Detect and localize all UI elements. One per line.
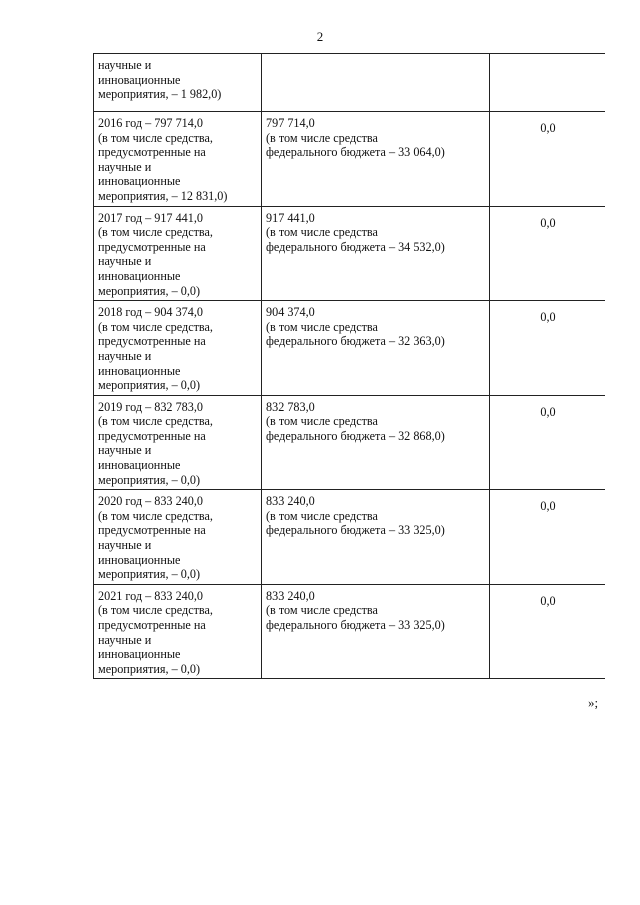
cell-text-line: мероприятия, – 12 831,0) <box>98 188 228 203</box>
cell-text-line: мероприятия, – 0,0) <box>98 283 201 298</box>
cell-text-line: инновационные <box>98 647 181 662</box>
cell-text-line: федерального бюджета – 32 868,0) <box>266 428 445 443</box>
table-row <box>94 584 606 679</box>
cell-text-line: (в том числе средства, <box>98 414 213 429</box>
cell-text-line: 2019 год – 832 783,0 <box>98 399 203 414</box>
cell-text-line: 833 240,0 <box>266 494 315 509</box>
cell-text-line: предусмотренные на <box>98 618 206 632</box>
cell-text-line: предусмотренные на <box>98 239 206 254</box>
cell-total <box>94 54 262 112</box>
funding-table <box>93 53 605 679</box>
cell-text-line: 904 374,0 <box>266 305 315 320</box>
cell-text-line: (в том числе средства, <box>98 130 213 145</box>
cell-text-line: (в том числе средства <box>266 508 378 523</box>
cell-source <box>262 206 490 301</box>
cell-text-line: научные и <box>98 254 152 269</box>
cell-text-line: научные и <box>98 443 152 458</box>
cell-other: 0,0 <box>490 490 606 585</box>
cell-text-line: (в том числе средства, <box>98 225 213 240</box>
cell-text-line: научные и <box>98 159 152 174</box>
cell-text-line: инновационные <box>98 363 181 378</box>
cell-text-line: федерального бюджета – 33 064,0) <box>266 145 445 160</box>
cell-text-line: 797 714,0 <box>266 116 315 130</box>
cell-text-line: научные и <box>98 58 152 72</box>
closing-quote-mark: »; <box>588 695 599 710</box>
cell-other: 0,0 <box>490 395 606 490</box>
table-row <box>94 301 606 396</box>
cell-text-line: инновационные <box>98 458 181 473</box>
cell-text-line: 832 783,0 <box>266 399 315 414</box>
cell-text-line: (в том числе средства <box>266 130 378 145</box>
cell-text-line: (в том числе средства, <box>98 508 213 523</box>
cell-text-line: 833 240,0 <box>266 588 315 603</box>
cell-text-line: предусмотренные на <box>98 334 206 349</box>
cell-text-line: инновационные <box>98 268 181 283</box>
cell-text-line: мероприятия, – 0,0) <box>98 378 201 393</box>
cell-other: 0,0 <box>490 206 606 301</box>
funding-table-body <box>94 54 606 679</box>
cell-text-line: (в том числе средства, <box>98 319 213 334</box>
cell-source <box>262 490 490 585</box>
cell-text-line: научные и <box>98 348 152 363</box>
cell-total <box>94 206 262 301</box>
table-row <box>94 112 606 207</box>
cell-source <box>262 584 490 679</box>
cell-text-line: предусмотренные на <box>98 428 206 443</box>
cell-text-line: федерального бюджета – 34 532,0) <box>266 239 445 254</box>
cell-text-line: инновационные <box>98 552 181 567</box>
cell-total <box>94 301 262 396</box>
table-row-continuation <box>94 54 606 112</box>
cell-other: 0,0 <box>490 584 606 679</box>
cell-text-line: (в том числе средства <box>266 319 378 334</box>
cell-text-line: 2018 год – 904 374,0 <box>98 305 203 320</box>
cell-total <box>94 395 262 490</box>
cell-text-line: мероприятия, – 0,0) <box>98 567 201 582</box>
cell-source <box>262 395 490 490</box>
cell-source <box>262 54 490 112</box>
cell-text-line: предусмотренные на <box>98 145 206 160</box>
cell-total <box>94 490 262 585</box>
cell-total <box>94 112 262 207</box>
cell-other <box>490 54 606 112</box>
cell-text-line: 2016 год – 797 714,0 <box>98 116 203 130</box>
cell-text-line: инновационные <box>98 174 181 189</box>
cell-text-line: мероприятия, – 0,0) <box>98 472 201 487</box>
cell-text-line: инновационные <box>98 72 181 87</box>
cell-text-line: федерального бюджета – 33 325,0) <box>266 523 445 538</box>
cell-text-line: 2020 год – 833 240,0 <box>98 494 203 509</box>
cell-text-line: мероприятия, – 1 982,0) <box>98 87 222 102</box>
cell-text-line: (в том числе средства <box>266 414 378 429</box>
cell-text-line: предусмотренные на <box>98 523 206 538</box>
table-row <box>94 490 606 585</box>
cell-text-line: (в том числе средства, <box>98 603 213 618</box>
cell-source <box>262 112 490 207</box>
cell-text-line: (в том числе средства <box>266 603 378 618</box>
cell-text-line: федерального бюджета – 32 363,0) <box>266 334 445 349</box>
cell-text-line: (в том числе средства <box>266 225 378 240</box>
cell-text-line: 917 441,0 <box>266 210 315 225</box>
cell-source <box>262 301 490 396</box>
cell-text-line: научные и <box>98 538 152 553</box>
table-row <box>94 206 606 301</box>
cell-text-line: 2021 год – 833 240,0 <box>98 588 203 603</box>
cell-other: 0,0 <box>490 112 606 207</box>
table-row <box>94 395 606 490</box>
page-number: 2 <box>316 29 324 44</box>
cell-text-line: 2017 год – 917 441,0 <box>98 210 203 225</box>
cell-total <box>94 584 262 679</box>
cell-text-line: федерального бюджета – 33 325,0) <box>266 618 445 632</box>
cell-text-line: научные и <box>98 632 152 647</box>
cell-other: 0,0 <box>490 301 606 396</box>
cell-text-line: мероприятия, – 0,0) <box>98 661 201 676</box>
